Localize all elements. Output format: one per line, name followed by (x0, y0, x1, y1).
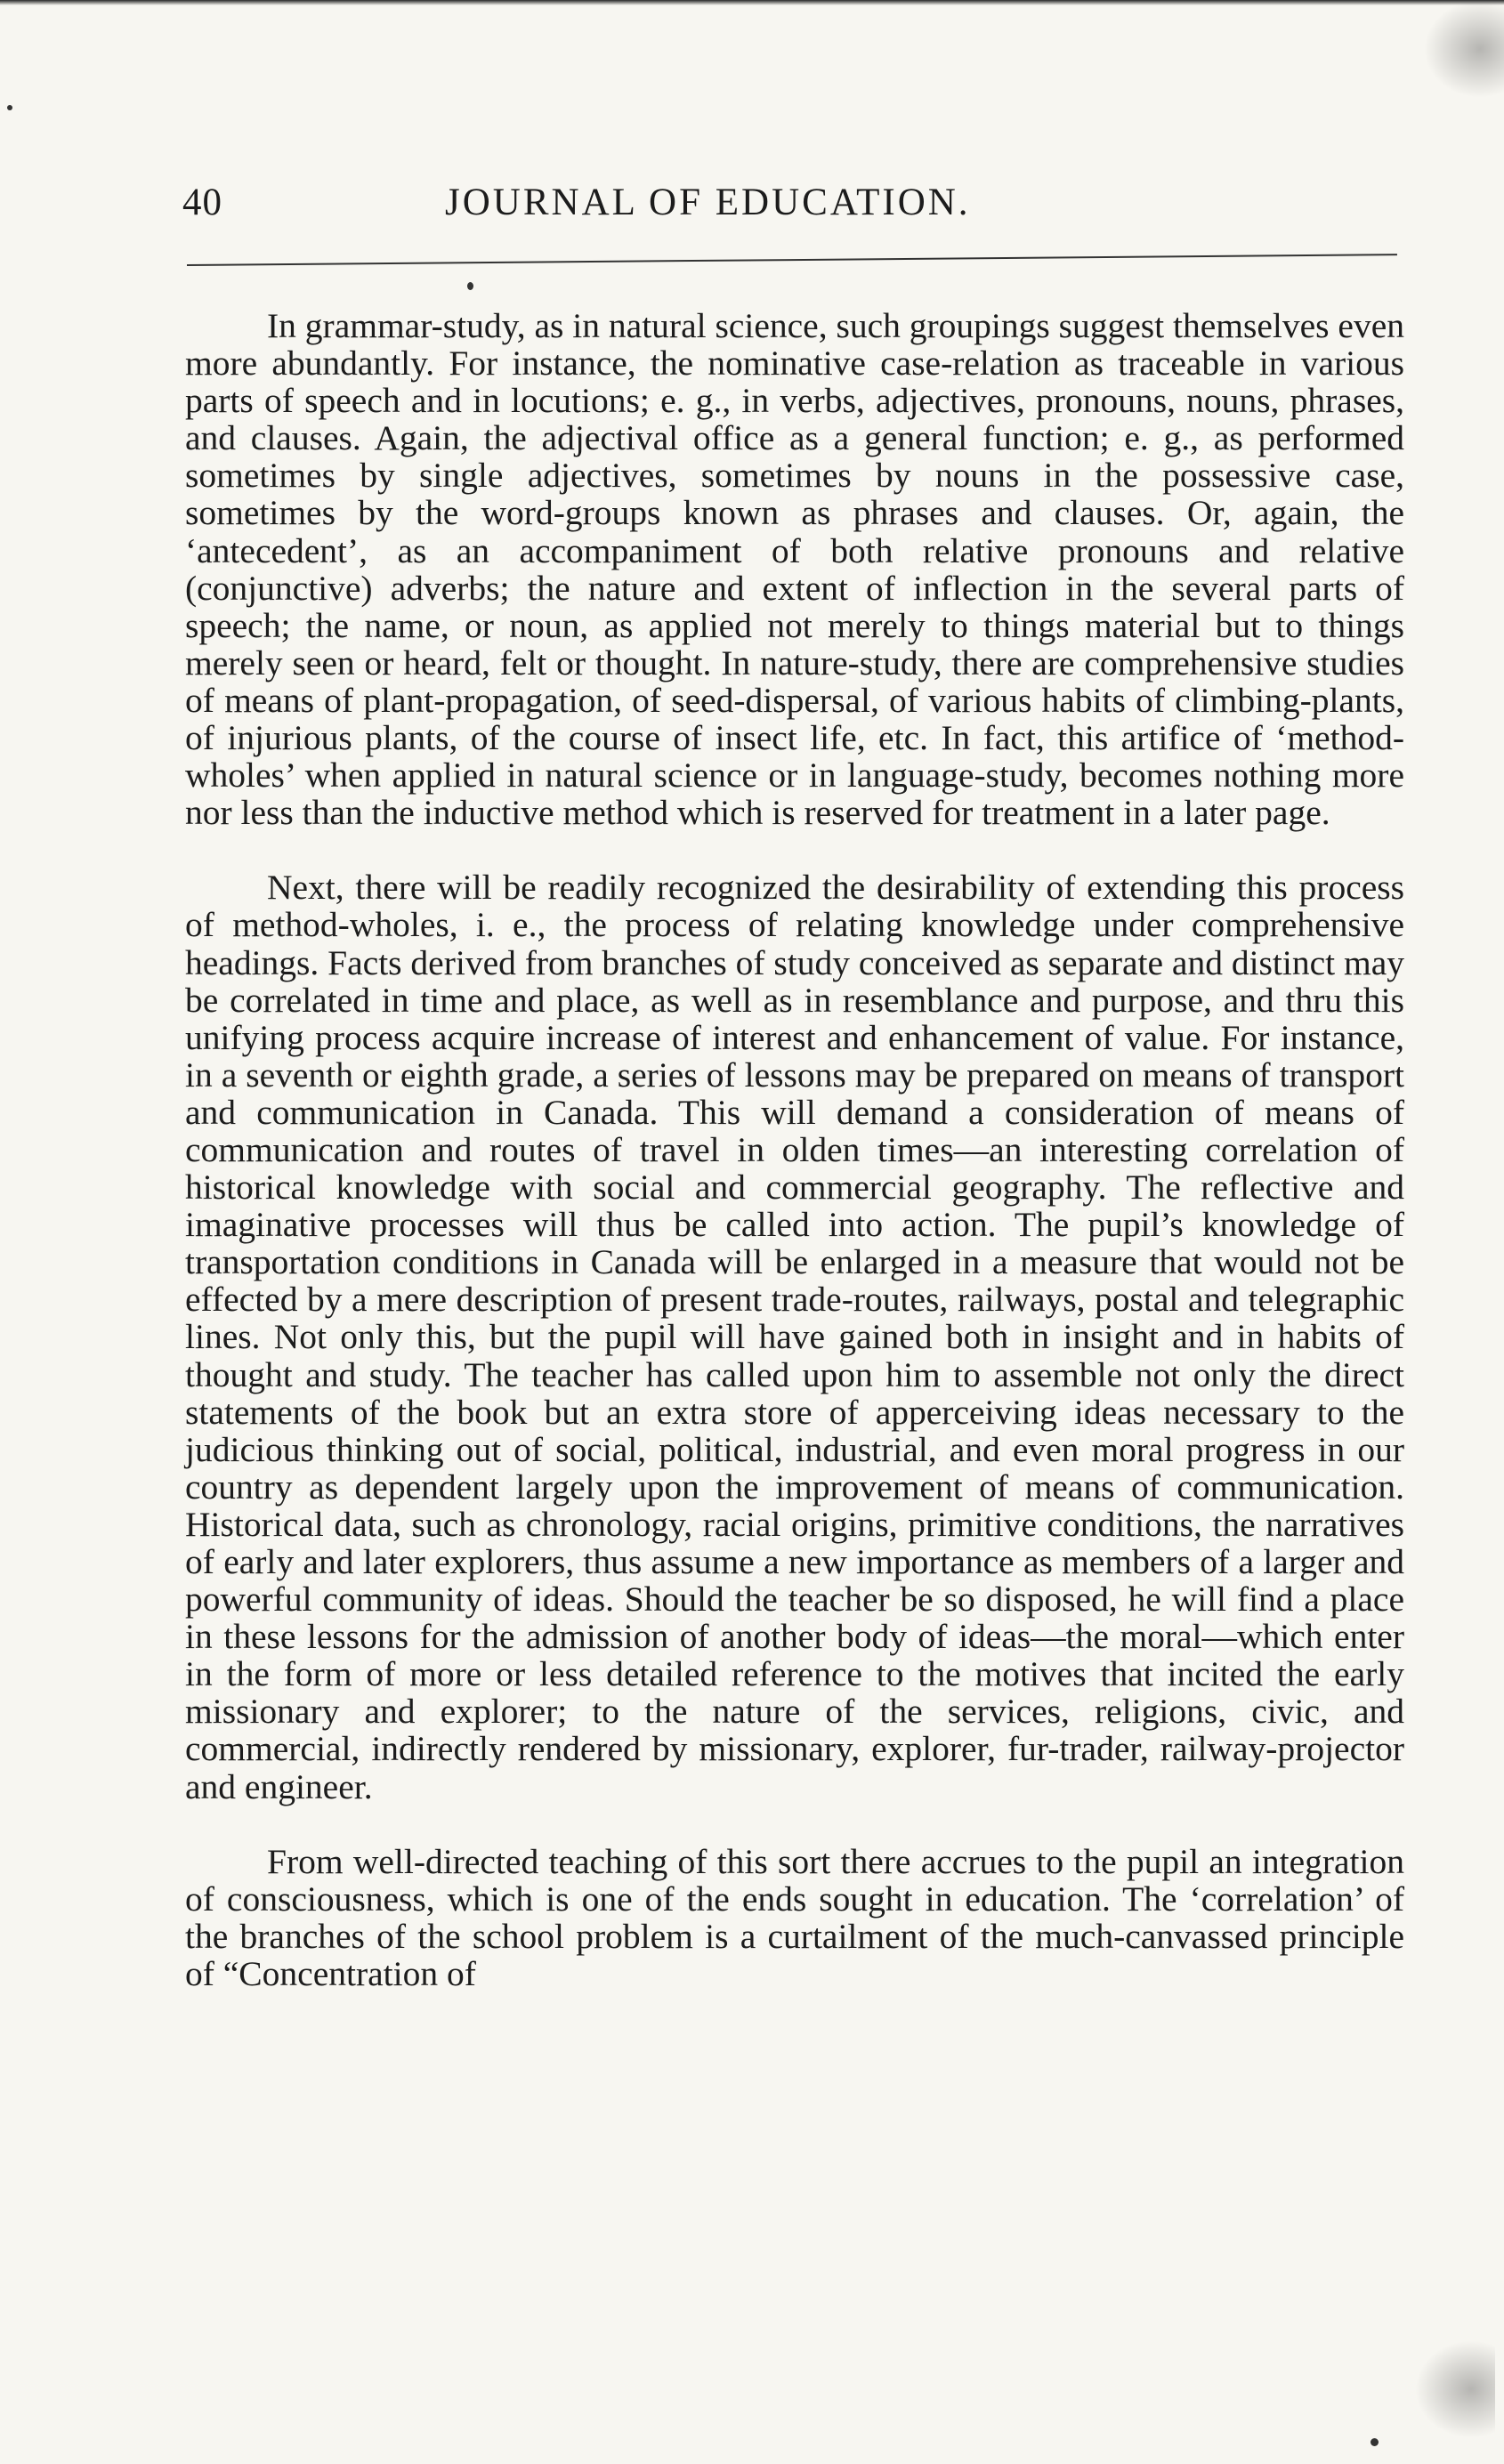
journal-title: JOURNAL OF EDUCATION. (445, 182, 971, 223)
scan-corner-noise (1424, 0, 1504, 98)
running-head (178, 176, 1406, 238)
article-body (185, 307, 1404, 1992)
paragraph-method-wholes: Next, there will be readily recognized the desirability of extending this process of method-wholes, i. e., the process of relating knowledge under comprehensive headings. Facts derived from branches of study conceived as separate and distinct may be correlated in time and place, as well as in resemblance and purpose, and thru this unifying process acquire increase of interest and enhancement of value. For instance, in a seventh or eighth grade, a series of lessons may be prepared on means of transport and communication in Canada. This will demand a consideration of means of communication and routes of travel in olden times—an interesting correlation of historical knowledge with social and commercial geography. The reflective and imaginative processes will thus be called into action. The pupil’s knowledge of transportation conditions in Canada will be enlarged in a measure that would not be effected by a mere description of present trade-routes, railways, postal and telegraphic lines. Not only this, but the pupil will have gained both in insight and in habits of thought and study. The teacher has called upon him to assemble not only the direct statements of the book but an extra store of apperceiving ideas necessary to the judicious thinking out of social, political, industrial, and even moral progress in our country as dependent largely upon the improvement of means of communication. Historical data, such as chronology, racial origins, primitive conditions, the narratives of early and later explorers, thus assume a new importance as members of a larger and powerful community of ideas. Should the teacher be so disposed, he will find a place in these lessons for the admission of another body of ideas—the moral—which enter in the form of more or less detailed reference to the motives that incited the early missionary and explorer; to the nature of the services, religions, civic, and commercial, indirectly rendered by missionary, explorer, fur-trader, railway-projector and engineer. (185, 868, 1404, 1806)
scan-speck (1371, 2438, 1379, 2446)
header-rule (187, 254, 1397, 266)
page-top-edge (0, 0, 1504, 5)
scan-speck (467, 282, 473, 290)
page-number: 40 (182, 182, 222, 223)
paragraph-grammar-study: In grammar-study, as in natural science, such groupings suggest themselves even more abundantly. For instance, the nominative case-relation as traceable in various parts of speech and in locutions; e. g., in verbs, adjectives, pronouns, nouns, phrases, and clauses. Again, the adjectival office as a general function; e. g., as performed sometimes by single adjectives, sometimes by nouns in the possessive case, sometimes by the word-groups known as phrases and clauses. Or, again, the ‘antecedent’, as an accompaniment of both relative pronouns and relative (conjunctive) adverbs; the nature and extent of inflection in the several parts of speech; the name, or noun, as applied not merely to things material but to things merely seen or heard, felt or thought. In nature-study, there are comprehensive studies of means of plant-propagation, of seed-dispersal, of various habits of climbing-plants, of injurious plants, of the course of insect life, etc. In fact, this artifice of ‘method-wholes’ when applied in natural science or in language-study, becomes nothing more nor less than the inductive method which is reserved for treatment in a later page. (185, 306, 1404, 833)
scan-speck (7, 105, 12, 110)
paragraph-integration: From well-directed teaching of this sort there accrues to the pupil an integration of consciousness, which is one of the ends sought in education. The ‘correlation’ of the branches of the school problem is a curtailment of the much-canvassed principle of “Concentration of (185, 1841, 1404, 1993)
scan-corner-noise (1415, 2340, 1495, 2438)
